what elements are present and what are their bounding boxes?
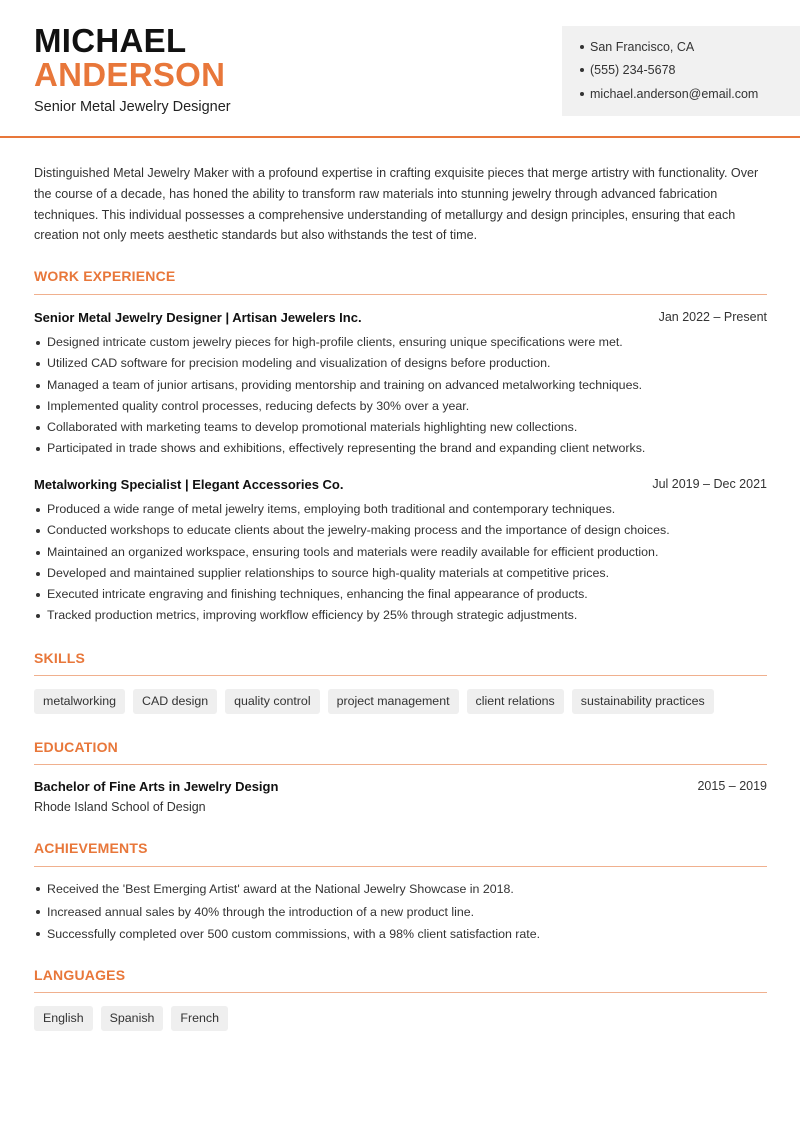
- education-dates: 2015 – 2019: [697, 779, 767, 793]
- section-divider: [34, 992, 767, 993]
- list-item: Received the 'Best Emerging Artist' award at the National Jewelry Showcase in 2018.: [34, 878, 774, 901]
- list-item: Maintained an organized workspace, ensuring tools and materials were readily available for efficient production.: [34, 542, 774, 563]
- contact-box: [562, 26, 800, 116]
- job-bullets: [34, 499, 774, 627]
- contact-email: [580, 87, 758, 101]
- language-tag: French: [171, 1006, 228, 1031]
- list-item: Successfully completed over 500 custom commissions, with a 98% client satisfaction rate.: [34, 923, 774, 946]
- list-item: Collaborated with marketing teams to develop promotional materials highlighting new collections.: [34, 417, 774, 438]
- contact-phone: [580, 63, 675, 77]
- section-divider: [34, 764, 767, 765]
- job-dates: Jan 2022 – Present: [658, 310, 767, 324]
- skill-tag: project management: [328, 689, 459, 714]
- job-bullets: [34, 332, 774, 460]
- skills-heading: SKILLS: [34, 650, 85, 666]
- list-item: Utilized CAD software for precision modeling and visualization of designs before production.: [34, 353, 774, 374]
- job-header: [34, 310, 767, 325]
- skill-tag: metalworking: [34, 689, 125, 714]
- list-item: Produced a wide range of metal jewelry items, employing both traditional and contemporary techniques.: [34, 499, 774, 520]
- contact-location-text: San Francisco, CA: [590, 40, 695, 54]
- languages-list: [34, 1006, 228, 1031]
- education-heading: EDUCATION: [34, 739, 118, 755]
- section-divider: [34, 675, 767, 676]
- list-item: Executed intricate engraving and finishing techniques, enhancing the final appearance of products.: [34, 584, 774, 605]
- job-role: Senior Metal Jewelry Designer | Artisan Jewelers Inc.: [34, 310, 362, 325]
- resume-header: [0, 0, 800, 138]
- contact-location: [580, 40, 694, 54]
- language-tag: Spanish: [101, 1006, 164, 1031]
- job-header: [34, 477, 767, 492]
- first-name: MICHAEL: [34, 22, 187, 59]
- list-item: Participated in trade shows and exhibitions, effectively representing the brand and expanding client networks.: [34, 438, 774, 459]
- contact-phone-text: (555) 234-5678: [590, 63, 676, 77]
- bullet-icon: [580, 92, 584, 96]
- list-item: Designed intricate custom jewelry pieces for high-profile clients, ensuring unique specifications were met.: [34, 332, 774, 353]
- bullet-icon: [580, 68, 584, 72]
- bullet-icon: [580, 45, 584, 49]
- work-experience-heading: WORK EXPERIENCE: [34, 268, 176, 284]
- skill-tag: client relations: [467, 689, 564, 714]
- contact-email-text: michael.anderson@email.com: [590, 87, 759, 101]
- list-item: Conducted workshops to educate clients about the jewelry-making process and the importance of design choices.: [34, 520, 774, 541]
- list-item: Increased annual sales by 40% through the introduction of a new product line.: [34, 901, 774, 924]
- skills-list: [34, 689, 714, 714]
- education-degree: Bachelor of Fine Arts in Jewelry Design: [34, 779, 279, 794]
- education-school: Rhode Island School of Design: [34, 800, 206, 814]
- last-name: ANDERSON: [34, 56, 226, 93]
- job-dates: Jul 2019 – Dec 2021: [652, 477, 767, 491]
- achievements-list: [34, 878, 774, 946]
- section-divider: [34, 294, 767, 295]
- list-item: Developed and maintained supplier relationships to source high-quality materials at competitive prices.: [34, 563, 774, 584]
- job-role: Metalworking Specialist | Elegant Accessories Co.: [34, 477, 344, 492]
- list-item: Implemented quality control processes, reducing defects by 30% over a year.: [34, 396, 774, 417]
- list-item: Managed a team of junior artisans, providing mentorship and training on advanced metalworking techniques.: [34, 375, 774, 396]
- language-tag: English: [34, 1006, 93, 1031]
- skill-tag: quality control: [225, 689, 319, 714]
- skill-tag: sustainability practices: [572, 689, 714, 714]
- languages-heading: LANGUAGES: [34, 967, 126, 983]
- skill-tag: CAD design: [133, 689, 217, 714]
- job-title: Senior Metal Jewelry Designer: [34, 99, 231, 115]
- professional-summary: Distinguished Metal Jewelry Maker with a profound expertise in crafting exquisite pieces that merge artistry with functionality. Over the course of a decade, has honed the ability to transform raw materials into stunning jewelry through advanced fabrication techniques. This individual possesses a comprehensive understanding of metallurgy and design principles, ensuring that each creation not only meets aesthetic standards but also withstands the test of time.: [34, 166, 759, 243]
- achievements-heading: ACHIEVEMENTS: [34, 840, 148, 856]
- section-divider: [34, 866, 767, 867]
- list-item: Tracked production metrics, improving workflow efficiency by 25% through strategic adjustments.: [34, 605, 774, 626]
